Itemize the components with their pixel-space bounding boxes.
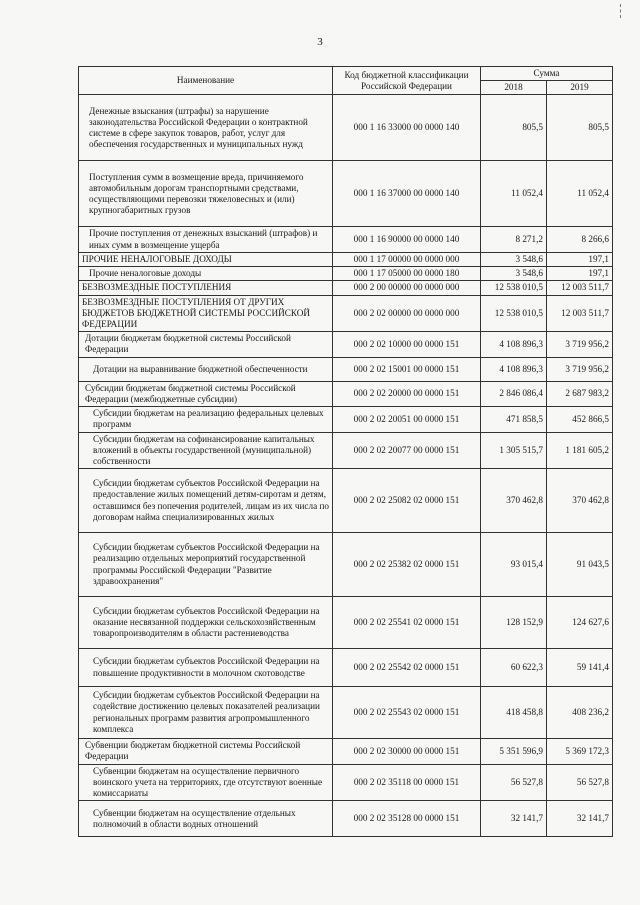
row-value-2019: 59 141,4 [547, 649, 613, 687]
table-row [79, 161, 613, 227]
row-value-2018: 32 141,7 [481, 801, 547, 837]
row-name: Прочие неналоговые доходы [79, 267, 333, 281]
row-code: 000 2 02 20000 00 0000 151 [333, 381, 481, 406]
row-value-2018: 805,5 [481, 95, 547, 161]
row-name: Субвенции бюджетам бюджетной системы Российской Федерации [79, 739, 333, 764]
row-value-2019: 370 462,8 [547, 469, 613, 533]
row-name: Субсидии бюджетам на реализацию федеральных целевых программ [79, 407, 333, 432]
row-name: Субвенции бюджетам на осуществление отдельных полномочий в области водных отношений [79, 801, 333, 837]
row-code: 000 2 02 25542 02 0000 151 [333, 649, 481, 687]
row-name: ПРОЧИЕ НЕНАЛОГОВЫЕ ДОХОДЫ [79, 252, 333, 266]
row-value-2019: 3 719 956,2 [547, 332, 613, 357]
header-code: Код бюджетной классификации Российской Федерации [333, 67, 481, 95]
row-code: 000 2 02 25541 02 0000 151 [333, 597, 481, 649]
row-name: Субсидии бюджетам бюджетной системы Российской Федерации (межбюджетные субсидии) [79, 381, 333, 406]
table-row [79, 332, 613, 357]
table-row [79, 357, 613, 381]
row-value-2018: 4 108 896,3 [481, 332, 547, 357]
row-code: 000 1 16 37000 00 0000 140 [333, 161, 481, 227]
row-value-2019: 408 236,2 [547, 687, 613, 739]
table-row [79, 533, 613, 597]
row-value-2018: 2 846 086,4 [481, 381, 547, 406]
row-name: Субсидии бюджетам субъектов Российской Федерации на предоставление жилых помещений детям-сиротам и детям, оставшимся без попечения родителей, лицам из их числа по договорам найма специализированных жилых [79, 469, 333, 533]
row-value-2018: 8 271,2 [481, 227, 547, 252]
row-value-2019: 452 866,5 [547, 407, 613, 432]
row-code: 000 1 17 00000 00 0000 000 [333, 252, 481, 266]
table-row [79, 267, 613, 281]
row-name: Денежные взыскания (штрафы) за нарушение законодательства Российской Федерации о контрактной системе в сфере закупок товаров, работ, услуг для обеспечения государственных и муниципальных нужд [79, 95, 333, 161]
margin-mark [620, 4, 622, 18]
row-code: 000 1 17 05000 00 0000 180 [333, 267, 481, 281]
table-row [79, 407, 613, 432]
row-code: 000 2 00 00000 00 0000 000 [333, 281, 481, 295]
table-row [79, 649, 613, 687]
table-row [79, 739, 613, 764]
row-value-2018: 11 052,4 [481, 161, 547, 227]
row-value-2018: 12 538 010,5 [481, 281, 547, 295]
table-row [79, 432, 613, 469]
header-name: Наименование [79, 67, 333, 95]
row-value-2019: 197,1 [547, 267, 613, 281]
row-code: 000 1 16 33000 00 0000 140 [333, 95, 481, 161]
table-row [79, 281, 613, 295]
row-name: БЕЗВОЗМЕЗДНЫЕ ПОСТУПЛЕНИЯ ОТ ДРУГИХ БЮДЖЕТОВ БЮДЖЕТНОЙ СИСТЕМЫ РОССИЙСКОЙ ФЕДЕРАЦИИ [79, 295, 333, 332]
row-value-2019: 5 369 172,3 [547, 739, 613, 764]
row-value-2018: 56 527,8 [481, 764, 547, 801]
header-year-2019: 2019 [547, 81, 613, 95]
revenue-table [78, 66, 613, 837]
table-row [79, 597, 613, 649]
row-value-2019: 8 266,6 [547, 227, 613, 252]
row-value-2018: 4 108 896,3 [481, 357, 547, 381]
table-row [79, 469, 613, 533]
row-value-2019: 12 003 511,7 [547, 281, 613, 295]
row-value-2018: 128 152,9 [481, 597, 547, 649]
table-row [79, 764, 613, 801]
row-code: 000 2 02 30000 00 0000 151 [333, 739, 481, 764]
row-value-2018: 418 458,8 [481, 687, 547, 739]
row-name: Поступления сумм в возмещение вреда, причиняемого автомобильным дорогам транспортными средствами, осуществляющими перевозки тяжеловесных и (или) крупногабаритных грузов [79, 161, 333, 227]
row-value-2019: 805,5 [547, 95, 613, 161]
row-name: Субсидии бюджетам на софинансирование капитальных вложений в объекты государственной (муниципальной) собственности [79, 432, 333, 469]
header-year-2018: 2018 [481, 81, 547, 95]
row-value-2019: 12 003 511,7 [547, 295, 613, 332]
row-code: 000 2 02 25543 02 0000 151 [333, 687, 481, 739]
row-name: Прочие поступления от денежных взысканий (штрафов) и иных сумм в возмещение ущерба [79, 227, 333, 252]
row-code: 000 2 02 10000 00 0000 151 [333, 332, 481, 357]
row-code: 000 1 16 90000 00 0000 140 [333, 227, 481, 252]
row-code: 000 2 02 20077 00 0000 151 [333, 432, 481, 469]
row-code: 000 2 02 00000 00 0000 000 [333, 295, 481, 332]
row-code: 000 2 02 35128 00 0000 151 [333, 801, 481, 837]
row-value-2018: 471 858,5 [481, 407, 547, 432]
row-value-2018: 3 548,6 [481, 252, 547, 266]
row-value-2019: 11 052,4 [547, 161, 613, 227]
header-sum: Сумма [481, 67, 613, 81]
page-number: 3 [317, 36, 323, 48]
row-code: 000 2 02 25082 02 0000 151 [333, 469, 481, 533]
row-value-2018: 60 622,3 [481, 649, 547, 687]
row-value-2018: 1 305 515,7 [481, 432, 547, 469]
row-value-2018: 12 538 010,5 [481, 295, 547, 332]
row-value-2019: 2 687 983,2 [547, 381, 613, 406]
row-value-2019: 3 719 956,2 [547, 357, 613, 381]
row-value-2018: 5 351 596,9 [481, 739, 547, 764]
table-row [79, 95, 613, 161]
row-name: БЕЗВОЗМЕЗДНЫЕ ПОСТУПЛЕНИЯ [79, 281, 333, 295]
row-name: Субсидии бюджетам субъектов Российской Федерации на реализацию отдельных мероприятий государственной программы Российской Федерации "Развитие здравоохранения" [79, 533, 333, 597]
row-name: Субсидии бюджетам субъектов Российской Федерации на содействие достижению целевых показателей реализации региональных программ развития агропромышленного комплекса [79, 687, 333, 739]
row-value-2019: 32 141,7 [547, 801, 613, 837]
row-name: Субсидии бюджетам субъектов Российской Федерации на оказание несвязанной поддержки сельскохозяйственным товаропроизводителям в области растениеводства [79, 597, 333, 649]
row-value-2019: 91 043,5 [547, 533, 613, 597]
table-row [79, 381, 613, 406]
row-code: 000 2 02 20051 00 0000 151 [333, 407, 481, 432]
row-value-2019: 56 527,8 [547, 764, 613, 801]
row-value-2019: 1 181 605,2 [547, 432, 613, 469]
table-row [79, 801, 613, 837]
row-value-2019: 197,1 [547, 252, 613, 266]
row-name: Субвенции бюджетам на осуществление первичного воинского учета на территориях, где отсутствуют военные комиссариаты [79, 764, 333, 801]
table-row [79, 252, 613, 266]
row-code: 000 2 02 15001 00 0000 151 [333, 357, 481, 381]
table-row [79, 687, 613, 739]
row-name: Субсидии бюджетам субъектов Российской Федерации на повышение продуктивности в молочном скотоводстве [79, 649, 333, 687]
table-row [79, 295, 613, 332]
row-name: Дотации бюджетам бюджетной системы Российской Федерации [79, 332, 333, 357]
table-row [79, 227, 613, 252]
row-code: 000 2 02 35118 00 0000 151 [333, 764, 481, 801]
row-code: 000 2 02 25382 02 0000 151 [333, 533, 481, 597]
row-name: Дотации на выравнивание бюджетной обеспеченности [79, 357, 333, 381]
row-value-2018: 93 015,4 [481, 533, 547, 597]
row-value-2019: 124 627,6 [547, 597, 613, 649]
row-value-2018: 3 548,6 [481, 267, 547, 281]
table-body [79, 95, 613, 837]
row-value-2018: 370 462,8 [481, 469, 547, 533]
